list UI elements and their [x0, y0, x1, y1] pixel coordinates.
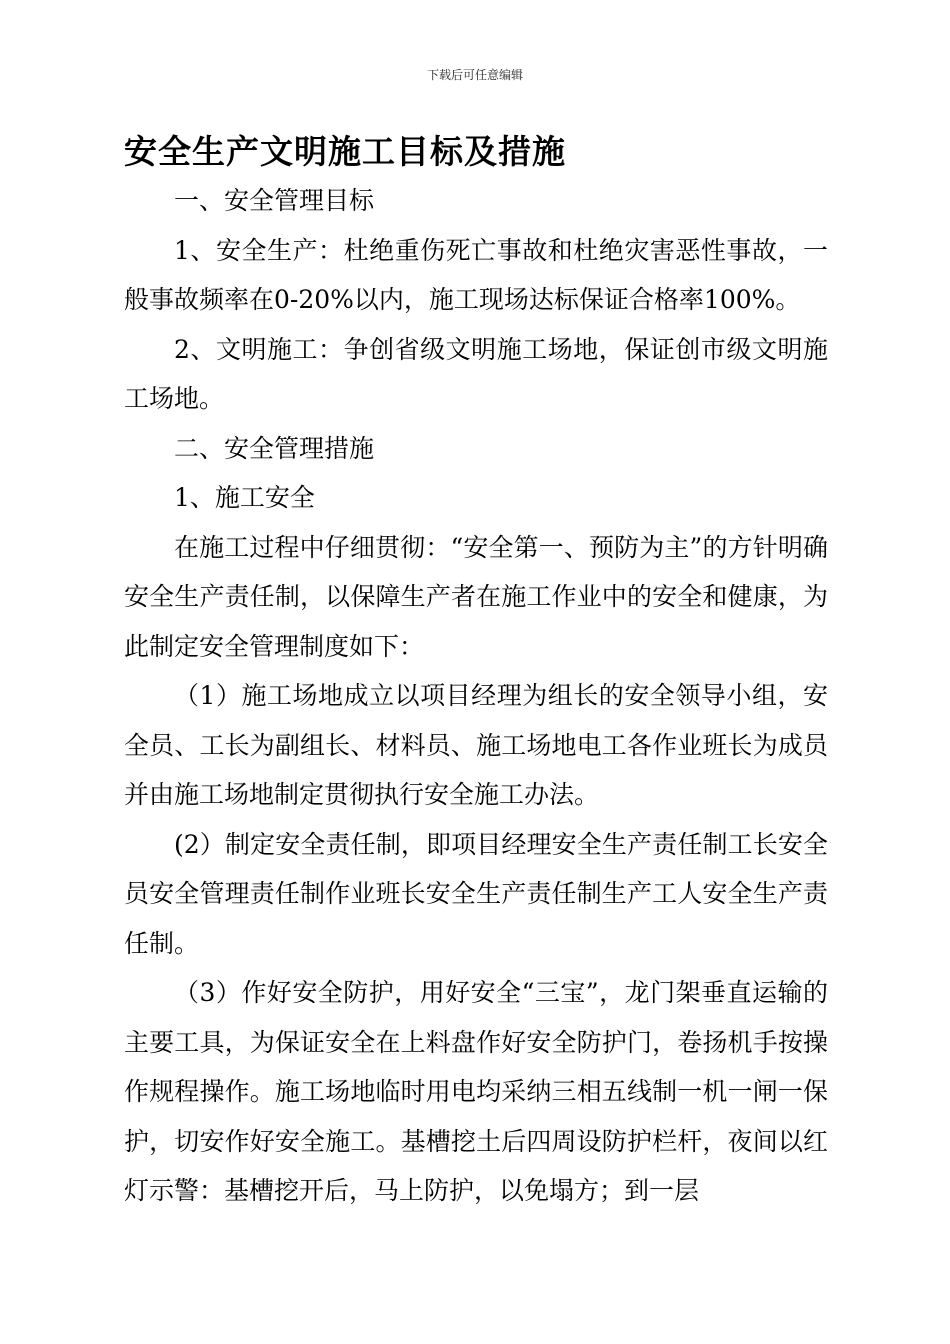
paragraph-item-1: （1）施工场地成立以项目经理为组长的安全领导小组，安全员、工长为副组长、材料员、施工场地电工各作业班长为成员并由施工场地制定贯彻执行安全施工办法。: [124, 681, 828, 809]
document-body: [124, 176, 828, 1216]
subheading-construction-safety: 1、施工安全: [174, 483, 315, 512]
paragraph-civilized-goal: 2、文明施工：争创省级文明施工场地，保证创市级文明施工场地。: [124, 334, 828, 413]
paragraph-item-3: （3）作好安全防护，用好安全“三宝”，龙门架垂直运输的主要工具，为保证安全在上料盘作好安全防护门，卷扬机手按操作规程操作。施工场地临时用电均采纳三相五线制一机一闸一保护，切安作好安全施工。基槽挖土后四周设防护栏杆，夜间以红灯示警：基槽挖开后，马上防护，以免塌方；到一层: [124, 978, 828, 1205]
section-heading-measures: 二、安全管理措施: [174, 433, 375, 463]
document-title: 安全生产文明施工目标及措施: [124, 132, 566, 171]
paragraph-safety-goal: 1、安全生产：杜绝重伤死亡事故和杜绝灾害恶性事故，一般事故频率在0-20%以内，施工现场达标保证合格率100%。: [124, 235, 828, 314]
paragraph-item-2: (2）制定安全责任制，即项目经理安全生产责任制工长安全员安全管理责任制作业班长安全生产责任制生产工人安全生产责任制。: [124, 829, 828, 958]
page-header: 下载后可任意编辑: [426, 68, 523, 82]
paragraph-policy: 在施工过程中仔细贯彻：“安全第一、预防为主”的方针明确安全生产责任制，以保障生产者在施工作业中的安全和健康，为此制定安全管理制度如下：: [124, 532, 828, 661]
section-heading-goals: 一、安全管理目标: [174, 186, 375, 215]
